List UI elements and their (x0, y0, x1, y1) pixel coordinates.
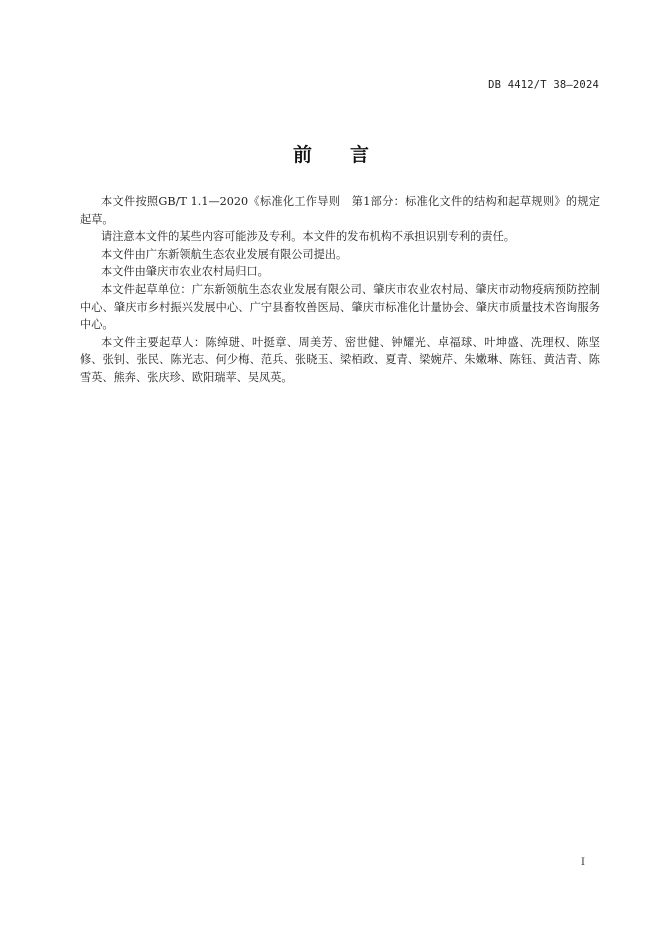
title-char-2: 言 (350, 144, 370, 166)
paragraph-drafting-organizations: 本文件起草单位：广东新领航生态农业发展有限公司、肇庆市农业农村局、肇庆市动物疫病预防控制中心、肇庆市乡村振兴发展中心、广宁县畜牧兽医局、肇庆市标准化计量协会、肇庆市质量技术咨询服务中心。 (80, 282, 600, 332)
paragraph-patent-notice: 请注意本文件的某些内容可能涉及专利。本文件的发布机构不承担识别专利的责任。 (101, 230, 515, 244)
paragraph-main-drafters: 本文件主要起草人：陈绰琎、叶挺章、周美芳、密世健、钟耀光、卓福球、叶坤盛、冼理权、陈坚修、张钊、张民、陈光志、何少梅、范兵、张晓玉、梁栢政、夏青、梁婉芹、朱嫩琳、陈钰、黄洁青、陈雪英、熊奔、张庆珍、欧阳瑞苹、吴凤英。 (80, 335, 600, 384)
paragraph-responsible-authority: 本文件由肇庆市农业农村局归口。 (101, 265, 269, 279)
paragraph-proposer: 本文件由广东新领航生态农业发展有限公司提出。 (101, 247, 348, 261)
document-code: DB 4412/T 38—2024 (488, 79, 599, 91)
page-title (0, 140, 662, 167)
title-char-1: 前 (292, 144, 312, 166)
page-number: I (581, 857, 585, 868)
preface-body (80, 193, 600, 387)
paragraph-standard-reference: 本文件按照GB/T 1.1—2020《标准化工作导则 第1部分：标准化文件的结构和起草规则》的规定起草。 (80, 195, 600, 226)
